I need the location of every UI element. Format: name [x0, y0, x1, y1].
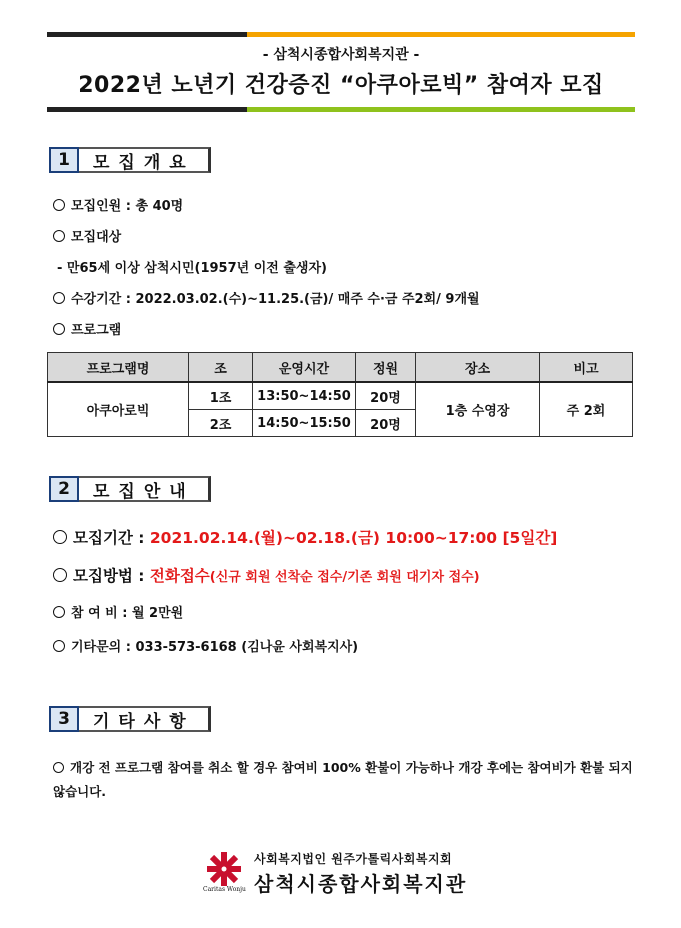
circle-bullet-icon — [53, 292, 65, 304]
table-header: 비고 — [540, 353, 633, 383]
caritas-logo-icon — [206, 851, 242, 887]
table-cell-time: 13:50~14:50 — [253, 382, 356, 410]
section-heading-2 — [49, 476, 211, 502]
list-item-fee: 참 여 비 : 월 2만원 — [53, 602, 183, 621]
circle-bullet-icon — [53, 199, 65, 211]
list-item-recruit-method: 모집방법 : 전화접수(신규 회원 선착순 접수/기존 회원 대기자 접수) — [53, 564, 480, 586]
table-cell-time: 14:50~15:50 — [253, 410, 356, 437]
table-cell-program: 아쿠아로빅 — [48, 382, 189, 437]
program-table — [47, 352, 633, 437]
list-item-period: 수강기간 : 2022.03.02.(수)~11.25.(금)/ 매주 수·금 주2회/ 9개월 — [53, 288, 480, 307]
circle-bullet-icon — [53, 568, 67, 582]
recruit-method-value: 전화접수 — [149, 567, 210, 585]
list-item-target: 모집대상 — [53, 226, 121, 245]
footer-organization: 삼척시종합사회복지관 — [254, 872, 468, 896]
circle-bullet-icon — [53, 640, 65, 652]
section-heading-3 — [49, 706, 211, 732]
notice-paragraph: 개강 전 프로그램 참여를 취소 할 경우 참여비 100% 환불이 가능하나 개강 후에는 참여비가 환불 되지 않습니다. — [53, 760, 633, 799]
table-cell-capacity: 20명 — [356, 382, 416, 410]
table-header-row — [48, 353, 633, 383]
section-title: 모집개요 — [79, 147, 211, 173]
list-item-target-detail: - 만65세 이상 삼척시민(1957년 이전 출생자) — [57, 261, 327, 276]
header-bottom-bar — [47, 107, 635, 112]
logo-caption: Caritas Wonju — [203, 886, 246, 893]
list-item-recruit-period: 모집기간 : 2021.02.14.(월)~02.18.(금) 10:00~17:00 [5일간] — [53, 526, 557, 548]
table-header: 조 — [189, 353, 253, 383]
recruit-method-detail: (신규 회원 선착순 접수/기존 회원 대기자 접수) — [209, 570, 480, 585]
list-item-program: 프로그램 — [53, 319, 121, 338]
table-cell-group: 2조 — [189, 410, 253, 437]
section-number: 1 — [49, 147, 79, 173]
section-title: 모집안내 — [79, 476, 211, 502]
table-header: 장소 — [416, 353, 540, 383]
list-item-recruit-count: 모집인원 : 총 40명 — [53, 195, 183, 214]
circle-bullet-icon — [53, 230, 65, 242]
header-top-bar — [47, 32, 635, 37]
circle-bullet-icon — [53, 530, 67, 544]
circle-bullet-icon — [53, 606, 65, 618]
table-row — [48, 382, 633, 410]
recruit-period-value: 2021.02.14.(월)~02.18.(금) 10:00~17:00 [5일간] — [149, 529, 558, 547]
table-header: 운영시간 — [253, 353, 356, 383]
table-cell-place: 1층 수영장 — [416, 382, 540, 437]
section-number: 3 — [49, 706, 79, 732]
table-cell-capacity: 20명 — [356, 410, 416, 437]
table-header: 정원 — [356, 353, 416, 383]
footer-corporation: 사회복지법인 원주가톨릭사회복지회 — [254, 852, 453, 866]
section-title: 기타사항 — [79, 706, 211, 732]
organization-subtitle: - 삼척시종합사회복지관 - — [262, 47, 420, 63]
page-title: 2022년 노년기 건강증진 “아쿠아로빅” 참여자 모집 — [78, 73, 604, 98]
table-cell-note: 주 2회 — [540, 382, 633, 437]
list-item-contact: 기타문의 : 033-573-6168 (김나윤 사회복지사) — [53, 636, 358, 655]
table-header: 프로그램명 — [48, 353, 189, 383]
section-heading-1 — [49, 147, 211, 173]
circle-bullet-icon — [53, 323, 65, 335]
circle-bullet-icon — [53, 762, 64, 773]
section-number: 2 — [49, 476, 79, 502]
table-cell-group: 1조 — [189, 382, 253, 410]
